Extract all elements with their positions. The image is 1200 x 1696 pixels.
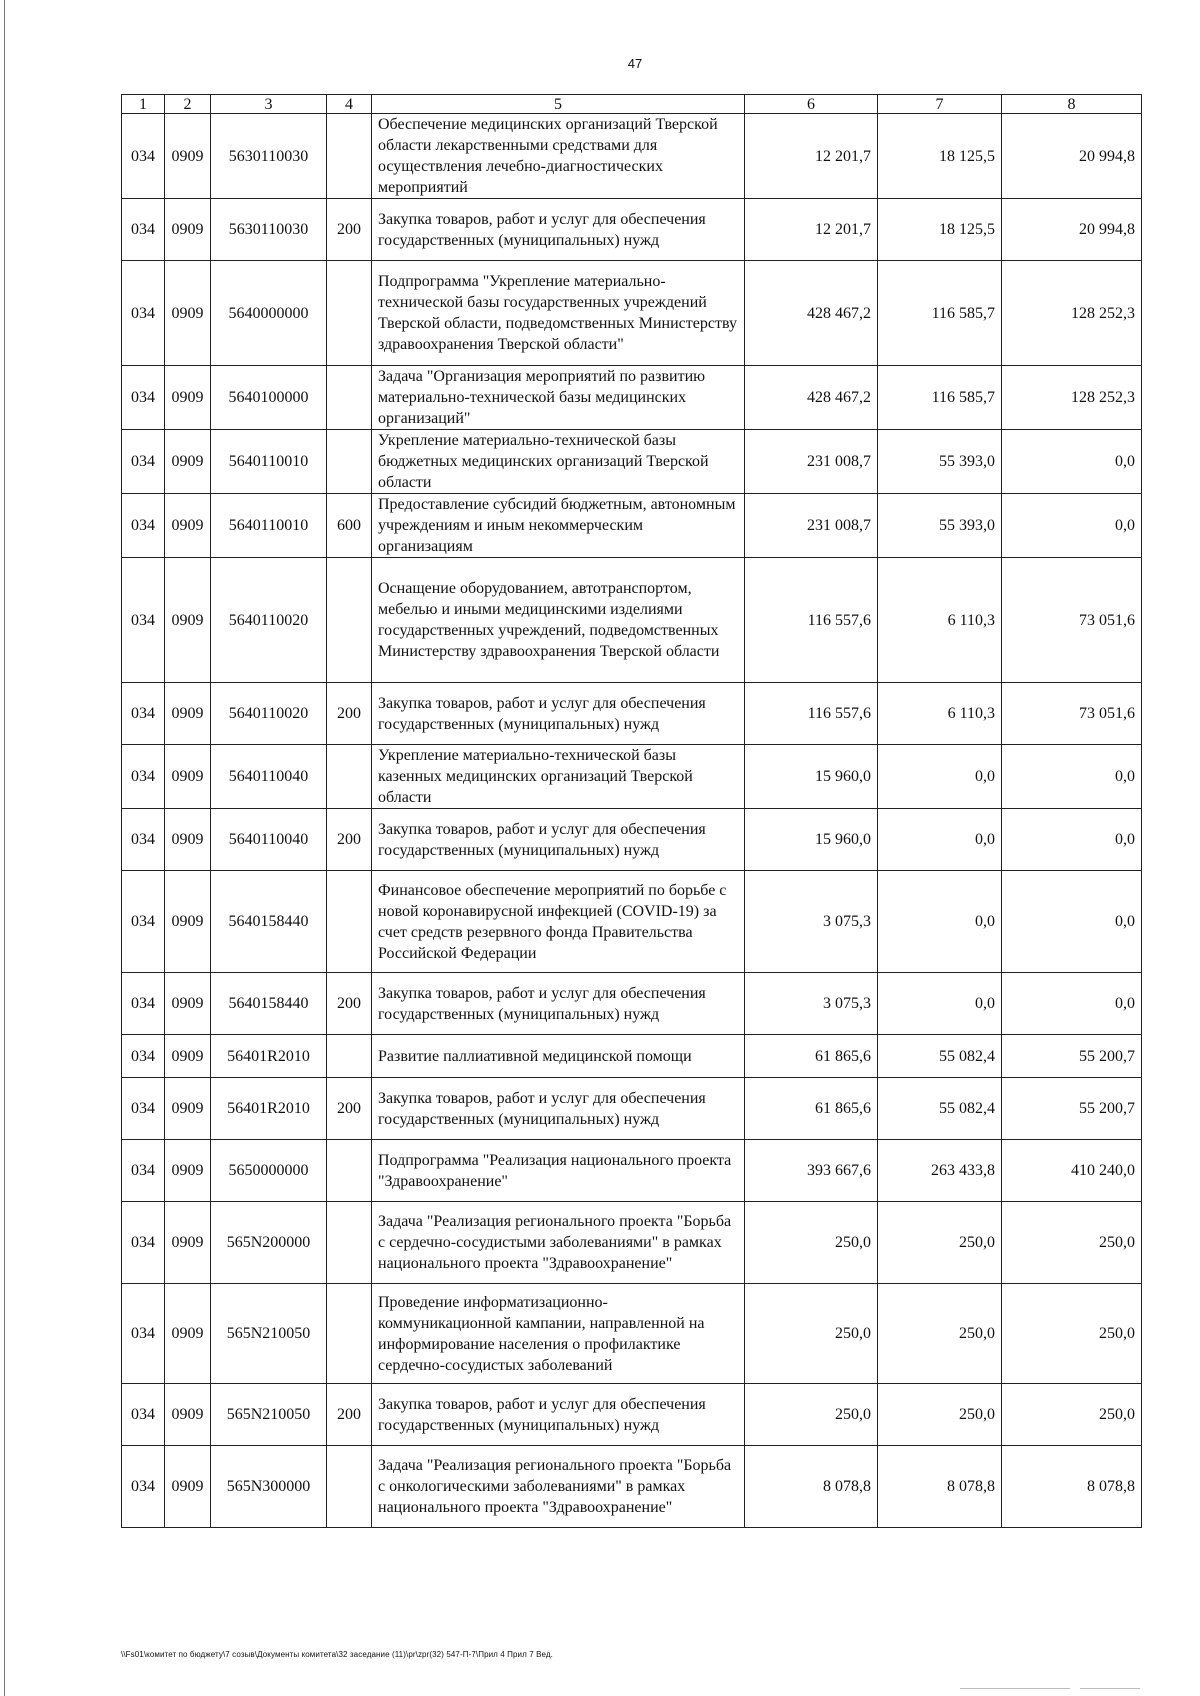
- cell-amount-col-6: 116 557,6: [745, 683, 878, 745]
- table-row: [122, 871, 1142, 973]
- cell-section-code: 0909: [165, 1446, 211, 1528]
- cell-description: Развитие паллиативной медицинской помощи: [372, 1035, 745, 1078]
- cell-amount-col-6: 428 467,2: [745, 366, 878, 430]
- cell-amount-col-7: 250,0: [878, 1202, 1002, 1284]
- column-header-2: 2: [165, 95, 211, 114]
- cell-description: Закупка товаров, работ и услуг для обеспечения государственных (муниципальных) нужд: [372, 973, 745, 1035]
- cell-amount-col-6: 393 667,6: [745, 1140, 878, 1202]
- cell-target-article-code: 565N210050: [211, 1284, 327, 1384]
- cell-amount-col-8: 0,0: [1002, 745, 1142, 809]
- cell-amount-col-8: 0,0: [1002, 430, 1142, 494]
- cell-target-article-code: 5640110010: [211, 494, 327, 558]
- cell-amount-col-7: 0,0: [878, 809, 1002, 871]
- page-number: 47: [627, 56, 643, 71]
- cell-amount-col-6: 61 865,6: [745, 1035, 878, 1078]
- column-header-8: 8: [1002, 95, 1142, 114]
- cell-expense-type-code: 200: [327, 1078, 372, 1140]
- cell-amount-col-6: 250,0: [745, 1384, 878, 1446]
- cell-amount-col-8: 128 252,3: [1002, 261, 1142, 366]
- cell-amount-col-8: 55 200,7: [1002, 1035, 1142, 1078]
- cell-expense-type-code: 200: [327, 973, 372, 1035]
- cell-amount-col-8: 20 994,8: [1002, 199, 1142, 261]
- table-row: [122, 1446, 1142, 1528]
- cell-target-article-code: 565N200000: [211, 1202, 327, 1284]
- cell-expense-type-code: [327, 366, 372, 430]
- cell-amount-col-6: 116 557,6: [745, 558, 878, 683]
- cell-section-code: 0909: [165, 1284, 211, 1384]
- cell-description: Закупка товаров, работ и услуг для обеспечения государственных (муниципальных) нужд: [372, 199, 745, 261]
- cell-expense-type-code: 600: [327, 494, 372, 558]
- cell-amount-col-8: 55 200,7: [1002, 1078, 1142, 1140]
- cell-expense-type-code: [327, 1284, 372, 1384]
- scan-artifact-line: [960, 1688, 1070, 1689]
- cell-expense-type-code: [327, 871, 372, 973]
- cell-amount-col-8: 0,0: [1002, 973, 1142, 1035]
- cell-amount-col-6: 231 008,7: [745, 430, 878, 494]
- cell-description: Подпрограмма "Укрепление материально-технической базы государственных учреждений Тверской области, подведомственных Министерству здравоохранения Тверской области": [372, 261, 745, 366]
- table-row: [122, 1284, 1142, 1384]
- table-row: [122, 1140, 1142, 1202]
- cell-grbs-code: 034: [122, 430, 165, 494]
- cell-amount-col-8: 250,0: [1002, 1384, 1142, 1446]
- table-row: [122, 366, 1142, 430]
- cell-target-article-code: 5640110040: [211, 809, 327, 871]
- cell-target-article-code: 56401R2010: [211, 1035, 327, 1078]
- cell-target-article-code: 5630110030: [211, 114, 327, 199]
- cell-description: Задача "Реализация регионального проекта "Борьба с онкологическими заболеваниями" в рамках национального проекта "Здравоохранение": [372, 1446, 745, 1528]
- cell-target-article-code: 5640000000: [211, 261, 327, 366]
- column-header-4: 4: [327, 95, 372, 114]
- table-row: [122, 1035, 1142, 1078]
- column-header-3: 3: [211, 95, 327, 114]
- cell-section-code: 0909: [165, 973, 211, 1035]
- cell-expense-type-code: [327, 1446, 372, 1528]
- cell-amount-col-6: 428 467,2: [745, 261, 878, 366]
- cell-amount-col-8: 73 051,6: [1002, 683, 1142, 745]
- cell-amount-col-8: 250,0: [1002, 1284, 1142, 1384]
- cell-amount-col-6: 231 008,7: [745, 494, 878, 558]
- cell-description: Проведение информатизационно-коммуникационной кампании, направленной на информирование населения о профилактике сердечно-сосудистых заболеваний: [372, 1284, 745, 1384]
- cell-grbs-code: 034: [122, 1384, 165, 1446]
- table-row: [122, 261, 1142, 366]
- table-row: [122, 973, 1142, 1035]
- cell-expense-type-code: [327, 114, 372, 199]
- cell-grbs-code: 034: [122, 1035, 165, 1078]
- cell-target-article-code: 565N210050: [211, 1384, 327, 1446]
- cell-grbs-code: 034: [122, 1078, 165, 1140]
- cell-amount-col-8: 128 252,3: [1002, 366, 1142, 430]
- cell-amount-col-7: 18 125,5: [878, 114, 1002, 199]
- cell-expense-type-code: 200: [327, 683, 372, 745]
- cell-grbs-code: 034: [122, 494, 165, 558]
- column-header-1: 1: [122, 95, 165, 114]
- cell-amount-col-7: 250,0: [878, 1284, 1002, 1384]
- cell-amount-col-8: 0,0: [1002, 871, 1142, 973]
- cell-amount-col-6: 3 075,3: [745, 871, 878, 973]
- cell-grbs-code: 034: [122, 745, 165, 809]
- cell-expense-type-code: 200: [327, 199, 372, 261]
- cell-target-article-code: 5640158440: [211, 973, 327, 1035]
- cell-section-code: 0909: [165, 430, 211, 494]
- cell-amount-col-8: 8 078,8: [1002, 1446, 1142, 1528]
- cell-section-code: 0909: [165, 1202, 211, 1284]
- cell-grbs-code: 034: [122, 199, 165, 261]
- cell-target-article-code: 5640158440: [211, 871, 327, 973]
- table-row: [122, 494, 1142, 558]
- cell-description: Закупка товаров, работ и услуг для обеспечения государственных (муниципальных) нужд: [372, 1384, 745, 1446]
- table-row: [122, 745, 1142, 809]
- cell-target-article-code: 5630110030: [211, 199, 327, 261]
- cell-amount-col-8: 20 994,8: [1002, 114, 1142, 199]
- cell-grbs-code: 034: [122, 1140, 165, 1202]
- cell-amount-col-6: 250,0: [745, 1202, 878, 1284]
- cell-amount-col-7: 0,0: [878, 871, 1002, 973]
- table-row: [122, 114, 1142, 199]
- cell-amount-col-8: 0,0: [1002, 494, 1142, 558]
- cell-amount-col-6: 8 078,8: [745, 1446, 878, 1528]
- cell-section-code: 0909: [165, 558, 211, 683]
- cell-grbs-code: 034: [122, 114, 165, 199]
- cell-amount-col-8: 0,0: [1002, 809, 1142, 871]
- cell-section-code: 0909: [165, 494, 211, 558]
- cell-expense-type-code: [327, 558, 372, 683]
- cell-amount-col-7: 0,0: [878, 745, 1002, 809]
- cell-section-code: 0909: [165, 366, 211, 430]
- column-header-7: 7: [878, 95, 1002, 114]
- cell-amount-col-7: 250,0: [878, 1384, 1002, 1446]
- cell-expense-type-code: [327, 430, 372, 494]
- cell-expense-type-code: [327, 1140, 372, 1202]
- cell-description: Предоставление субсидий бюджетным, автономным учреждениям и иным некоммерческим организациям: [372, 494, 745, 558]
- cell-expense-type-code: 200: [327, 1384, 372, 1446]
- cell-amount-col-7: 55 393,0: [878, 430, 1002, 494]
- cell-amount-col-6: 250,0: [745, 1284, 878, 1384]
- cell-amount-col-7: 55 082,4: [878, 1078, 1002, 1140]
- column-header-5: 5: [372, 95, 745, 114]
- cell-amount-col-7: 263 433,8: [878, 1140, 1002, 1202]
- cell-expense-type-code: [327, 1202, 372, 1284]
- cell-grbs-code: 034: [122, 683, 165, 745]
- cell-description: Закупка товаров, работ и услуг для обеспечения государственных (муниципальных) нужд: [372, 809, 745, 871]
- table-header-row: [122, 95, 1142, 114]
- cell-section-code: 0909: [165, 809, 211, 871]
- cell-section-code: 0909: [165, 1035, 211, 1078]
- cell-expense-type-code: [327, 745, 372, 809]
- table-row: [122, 430, 1142, 494]
- cell-description: Задача "Реализация регионального проекта "Борьба с сердечно-сосудистыми заболеваниями" в рамках национального проекта "Здравоохранение": [372, 1202, 745, 1284]
- table-row: [122, 1202, 1142, 1284]
- cell-expense-type-code: [327, 261, 372, 366]
- cell-section-code: 0909: [165, 683, 211, 745]
- cell-grbs-code: 034: [122, 1202, 165, 1284]
- cell-target-article-code: 565N300000: [211, 1446, 327, 1528]
- cell-target-article-code: 5640100000: [211, 366, 327, 430]
- cell-description: Укрепление материально-технической базы казенных медицинских организаций Тверской области: [372, 745, 745, 809]
- cell-section-code: 0909: [165, 745, 211, 809]
- cell-amount-col-7: 6 110,3: [878, 558, 1002, 683]
- cell-grbs-code: 034: [122, 261, 165, 366]
- cell-target-article-code: 5640110020: [211, 558, 327, 683]
- cell-description: Подпрограмма "Реализация национального проекта "Здравоохранение": [372, 1140, 745, 1202]
- cell-description: Финансовое обеспечение мероприятий по борьбе с новой коронавирусной инфекцией (COVID-19) за счет средств резервного фонда Правительства Российской Федерации: [372, 871, 745, 973]
- cell-amount-col-7: 55 393,0: [878, 494, 1002, 558]
- cell-amount-col-8: 73 051,6: [1002, 558, 1142, 683]
- cell-amount-col-6: 12 201,7: [745, 114, 878, 199]
- cell-amount-col-6: 15 960,0: [745, 809, 878, 871]
- scan-artifact-line: [1080, 1688, 1140, 1689]
- cell-amount-col-6: 61 865,6: [745, 1078, 878, 1140]
- cell-amount-col-7: 116 585,7: [878, 261, 1002, 366]
- cell-grbs-code: 034: [122, 973, 165, 1035]
- cell-grbs-code: 034: [122, 558, 165, 683]
- file-path-footer: \\Fs01\комитет по бюджету\7 созыв\Документы комитета\32 заседание (11)\pr\zpr(32) 547-П-7\Прил 4 Прил 7 Вед.: [121, 1650, 553, 1659]
- cell-grbs-code: 034: [122, 809, 165, 871]
- table-row: [122, 199, 1142, 261]
- cell-amount-col-8: 250,0: [1002, 1202, 1142, 1284]
- cell-grbs-code: 034: [122, 1446, 165, 1528]
- cell-description: Закупка товаров, работ и услуг для обеспечения государственных (муниципальных) нужд: [372, 683, 745, 745]
- cell-grbs-code: 034: [122, 1284, 165, 1384]
- table-row: [122, 558, 1142, 683]
- cell-target-article-code: 56401R2010: [211, 1078, 327, 1140]
- column-header-6: 6: [745, 95, 878, 114]
- cell-grbs-code: 034: [122, 366, 165, 430]
- cell-expense-type-code: [327, 1035, 372, 1078]
- table-row: [122, 683, 1142, 745]
- cell-amount-col-7: 6 110,3: [878, 683, 1002, 745]
- cell-grbs-code: 034: [122, 871, 165, 973]
- cell-description: Укрепление материально-технической базы бюджетных медицинских организаций Тверской области: [372, 430, 745, 494]
- table-row: [122, 1078, 1142, 1140]
- cell-amount-col-7: 116 585,7: [878, 366, 1002, 430]
- cell-description: Обеспечение медицинских организаций Тверской области лекарственными средствами для осуществления лечебно-диагностических мероприятий: [372, 114, 745, 199]
- cell-amount-col-7: 8 078,8: [878, 1446, 1002, 1528]
- budget-table: [121, 94, 1142, 1528]
- cell-section-code: 0909: [165, 1078, 211, 1140]
- cell-amount-col-7: 0,0: [878, 973, 1002, 1035]
- scan-border-line: [4, 0, 5, 1696]
- cell-section-code: 0909: [165, 114, 211, 199]
- cell-description: Задача "Организация мероприятий по развитию материально-технической базы медицинских организаций": [372, 366, 745, 430]
- table-row: [122, 1384, 1142, 1446]
- cell-section-code: 0909: [165, 261, 211, 366]
- cell-section-code: 0909: [165, 1384, 211, 1446]
- cell-amount-col-7: 18 125,5: [878, 199, 1002, 261]
- cell-target-article-code: 5640110020: [211, 683, 327, 745]
- cell-section-code: 0909: [165, 199, 211, 261]
- cell-target-article-code: 5650000000: [211, 1140, 327, 1202]
- cell-description: Закупка товаров, работ и услуг для обеспечения государственных (муниципальных) нужд: [372, 1078, 745, 1140]
- cell-amount-col-6: 15 960,0: [745, 745, 878, 809]
- cell-amount-col-7: 55 082,4: [878, 1035, 1002, 1078]
- cell-target-article-code: 5640110010: [211, 430, 327, 494]
- cell-amount-col-6: 3 075,3: [745, 973, 878, 1035]
- cell-description: Оснащение оборудованием, автотранспортом, мебелью и иными медицинскими изделиями государственных учреждений, подведомственных Министерству здравоохранения Тверской области: [372, 558, 745, 683]
- cell-amount-col-8: 410 240,0: [1002, 1140, 1142, 1202]
- table-row: [122, 809, 1142, 871]
- cell-target-article-code: 5640110040: [211, 745, 327, 809]
- cell-expense-type-code: 200: [327, 809, 372, 871]
- cell-section-code: 0909: [165, 871, 211, 973]
- cell-amount-col-6: 12 201,7: [745, 199, 878, 261]
- cell-section-code: 0909: [165, 1140, 211, 1202]
